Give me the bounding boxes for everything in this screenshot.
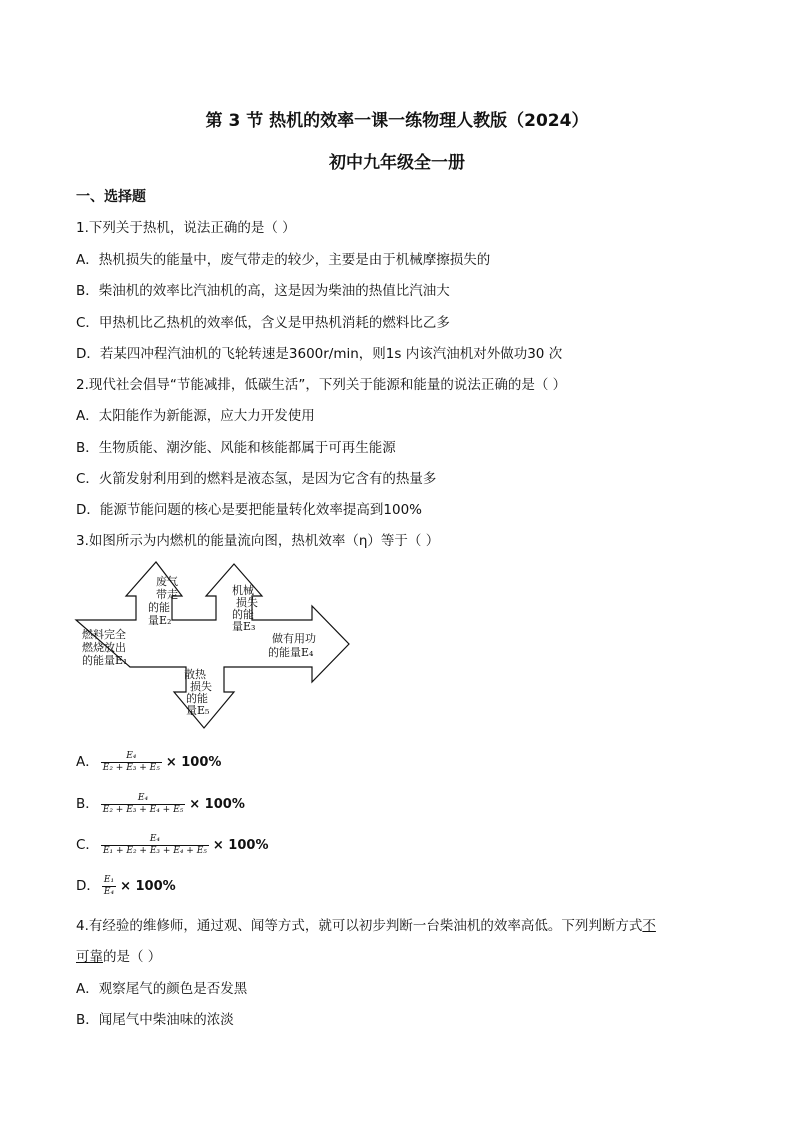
exhaust-label-3: 的能: [148, 601, 170, 614]
q2-option-a: A．太阳能作为新能源，应大力开发使用: [76, 408, 315, 424]
q1-option-b: B．柴油机的效率比汽油机的高，这是因为柴油的热值比汽油大: [76, 283, 450, 299]
input-energy-label-1: 燃料完全: [82, 628, 126, 641]
input-energy-label-3: 的能量E₁: [82, 654, 128, 667]
heat-loss-label-2: 损失: [190, 680, 212, 693]
q3-stem: 3.如图所示为内燃机的能量流向图，热机效率（η）等于（ ）: [76, 533, 440, 549]
useful-work-label-2: 的能量E₄: [268, 646, 314, 659]
q3-option-c: [76, 833, 268, 857]
exhaust-label-2: 带走: [156, 588, 178, 601]
denominator: E₂ + E₃ + E₅: [102, 762, 160, 773]
heat-loss-label-4: 量E₅: [186, 704, 210, 717]
energy-flow-diagram: [74, 560, 352, 732]
numerator: E₄: [149, 833, 160, 844]
percent-factor: × 100%: [212, 838, 269, 853]
denominator: E₁ + E₂ + E₃ + E₄ + E₅: [102, 845, 207, 856]
q2-stem: 2.现代社会倡导“节能减排，低碳生活”，下列关于能源和能量的说法正确的是（ ）: [76, 377, 567, 393]
q1-option-c: C．甲热机比乙热机的效率低，含义是甲热机消耗的燃料比乙多: [76, 315, 450, 331]
q3-option-a: [76, 750, 221, 774]
option-letter: D．: [76, 878, 100, 894]
mechanical-loss-label-3: 的能: [232, 608, 254, 621]
fraction: [101, 793, 186, 816]
q1-option-a: A．热机损失的能量中，废气带走的较少，主要是由于机械摩擦损失的: [76, 252, 491, 268]
q4-emphasis-not: 不: [642, 918, 656, 934]
section-heading: 一、选择题: [76, 189, 146, 205]
q1-stem: 1.下列关于热机，说法正确的是（ ）: [76, 220, 296, 236]
option-letter: B．: [76, 796, 99, 812]
denominator: E₂ + E₃ + E₄ + E₅: [102, 804, 184, 815]
numerator: E₁: [103, 874, 115, 885]
option-letter: A．: [76, 754, 99, 770]
q4-option-a: A．观察尾气的颜色是否发黑: [76, 981, 248, 997]
mechanical-loss-label-1: 机械: [232, 584, 254, 597]
mechanical-loss-label-4: 量E₃: [232, 620, 256, 633]
q2-option-d: D．能源节能问题的核心是要把能量转化效率提高到100%: [76, 502, 422, 518]
q4-stem-line1: [76, 914, 656, 934]
fraction: [101, 751, 162, 774]
percent-factor: × 100%: [189, 797, 245, 812]
denominator: E₄: [103, 886, 115, 897]
numerator: E₄: [126, 750, 137, 761]
fraction: [101, 834, 209, 857]
option-letter: C．: [76, 837, 99, 853]
doc-subtitle: 初中九年级全一册: [329, 153, 465, 173]
numerator: E₄: [137, 792, 149, 803]
q4-emphasis-reliable: 可靠: [76, 949, 103, 965]
heat-loss-label-1: 散热: [184, 668, 206, 681]
percent-factor: × 100%: [165, 755, 222, 770]
heat-loss-label-3: 的能: [186, 692, 208, 705]
exhaust-label-1: 废气: [156, 575, 178, 588]
doc-title: 第 3 节 热机的效率一课一练物理人教版（2024）: [205, 111, 589, 131]
q1-option-d: D．若某四冲程汽油机的飞轮转速是3600r/min，则1s 内该汽油机对外做功30 次: [76, 346, 563, 362]
q3-option-d: [76, 874, 176, 898]
q2-option-c: C．火箭发射利用到的燃料是液态氢，是因为它含有的热量多: [76, 471, 437, 487]
q4-stem-text: 4.有经验的维修师，通过观、闻等方式，就可以初步判断一台柴油机的效率高低。下列判断方式: [76, 918, 643, 934]
useful-work-label-1: 做有用功: [272, 632, 316, 645]
percent-factor: × 100%: [120, 879, 176, 894]
q2-option-b: B．生物质能、潮汐能、风能和核能都属于可再生能源: [76, 440, 396, 456]
fraction: [102, 875, 116, 898]
input-energy-label-2: 燃烧放出: [82, 641, 126, 654]
exhaust-label-4: 量E₂: [148, 614, 172, 627]
q4-stem-line2: [76, 945, 161, 965]
q4-option-b: B．闻尾气中柴油味的浓淡: [76, 1012, 234, 1028]
q3-option-b: [76, 792, 245, 816]
mechanical-loss-label-2: 损失: [236, 596, 258, 609]
q4-stem-end: 的是（ ）: [103, 949, 162, 965]
